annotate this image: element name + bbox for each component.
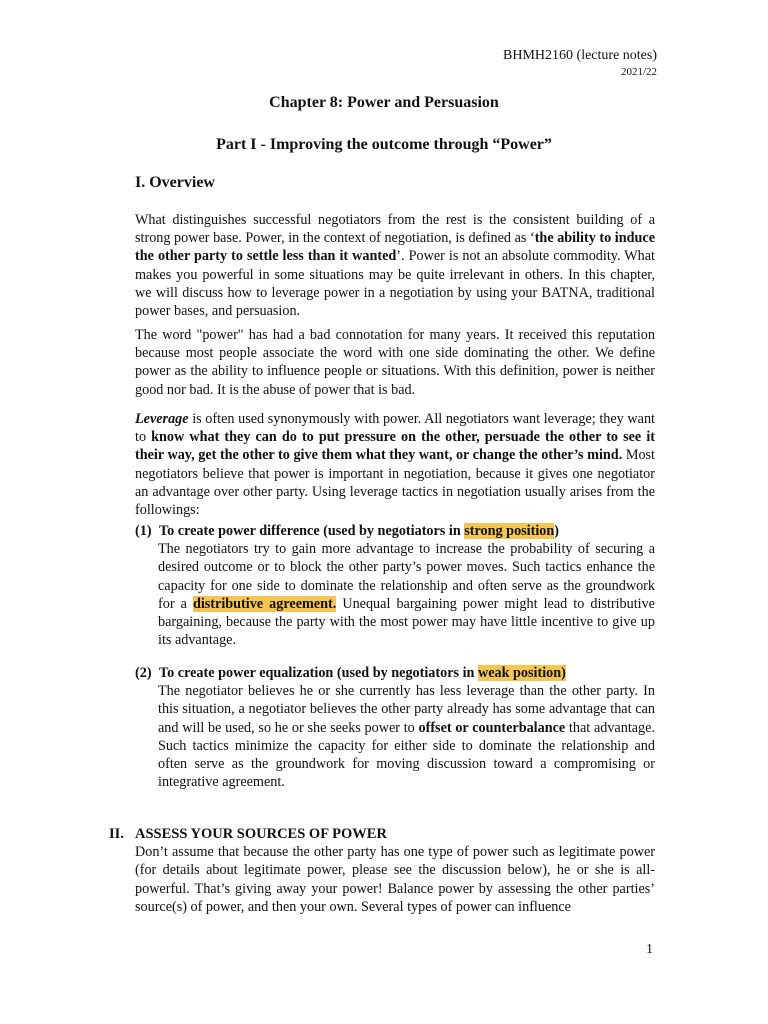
chapter-title: Chapter 8: Power and Persuasion	[269, 94, 499, 111]
item-body	[158, 682, 655, 791]
text-run: Unequal bargaining power might lead to distributive bargaining, because the party with the most power may have little incentive to give up its advantage.	[158, 595, 655, 649]
text-run: ’. Power is not an absolute commodity. What makes you powerful in some situations may be quite irrelevant in others. In this chapter, we will discuss how to leverage power in a negotiation by using your BATNA, traditional power bases, and persuasion.	[135, 248, 655, 320]
leverage-definition: know what they can do to put pressure on the other, persuade the other to see it their way, get the other to give them what they want, or change the other’s mind.	[135, 429, 655, 464]
text-run: )	[554, 523, 560, 539]
overview-paragraph-2: The word "power" has had a bad connotation for many years. It received this reputation because most people associate the word with one side dominating the other. We define power as the ability to influence people or situations. With this definition, power is neither good nor bad. It is the abuse of power that is bad.	[135, 327, 655, 398]
section-number: II.	[109, 826, 124, 842]
overview-heading: I. Overview	[135, 174, 215, 191]
item-number: (2)	[135, 665, 152, 681]
text-run: that advantage. Such tactics minimize the capacity for either side to dominate the relationship and often serve as the groundwork for moving discussion toward a compromising or integrative agreement.	[158, 719, 655, 791]
leverage-paragraph	[135, 410, 655, 519]
overview-paragraph-1	[135, 211, 655, 320]
text-run: The negotiator believes he or she currently has less leverage than the other party. In this situation, a negotiator believes the other party already has some advantage that can and will be used, so he or she seeks power to	[158, 683, 655, 736]
item-body	[158, 540, 655, 649]
item-title	[135, 522, 655, 540]
section-sources-of-power	[109, 825, 655, 916]
list-item-power-equalization	[135, 664, 655, 791]
text-run: is often used synonymously with power. All negotiators want leverage; they want to	[135, 411, 655, 446]
section-heading	[109, 825, 655, 843]
section-body: Don’t assume that because the other party has one type of power such as legitimate power (for details about legitimate power, please see the discussion below), he or she is all-powerful. That’s giving away your power! Balance power by assessing the other parties’ source(s) of power, and then your own. Several types of power can influence	[135, 844, 655, 915]
text-run: Most negotiators believe that power is important in negotiation, because it gives one negotiator an advantage over other party. Using leverage tactics in negotiation usually arises from the followings:	[135, 447, 655, 519]
part-title: Part I - Improving the outcome through “Power”	[216, 136, 552, 153]
text-run: The negotiators try to gain more advantage to increase the probability of securing a desired outcome or to block the other party’s power moves. Such tactics enhance the capacity for one side to dominate the relationship and often serve as the groundwork for a	[158, 541, 655, 612]
text-run: What distinguishes successful negotiators from the rest is the consistent building of a strong power base. Power, in the context of negotiation, is defined as ‘	[135, 212, 655, 247]
item-title	[135, 664, 655, 682]
list-item-power-difference	[135, 522, 655, 649]
text-run: To create power difference (used by negotiators in	[159, 523, 465, 539]
power-definition: the ability to induce the other party to settle less than it wanted	[135, 230, 655, 265]
highlighted-text: strong position	[464, 523, 555, 539]
leverage-term: Leverage	[135, 411, 189, 427]
text-run: ASSESS YOUR SOURCES OF POWER	[135, 826, 387, 842]
item-number: (1)	[135, 523, 152, 539]
academic-year: 2021/22	[620, 66, 657, 78]
page-number: 1	[646, 942, 653, 957]
highlighted-text: weak position)	[477, 665, 566, 681]
highlighted-text: distributive agreement.	[192, 595, 337, 612]
bold-phrase: offset or counterbalance	[418, 719, 566, 736]
text-run: To create power equalization (used by negotiators in	[159, 665, 478, 681]
course-header: BHMH2160 (lecture notes)	[503, 48, 657, 63]
